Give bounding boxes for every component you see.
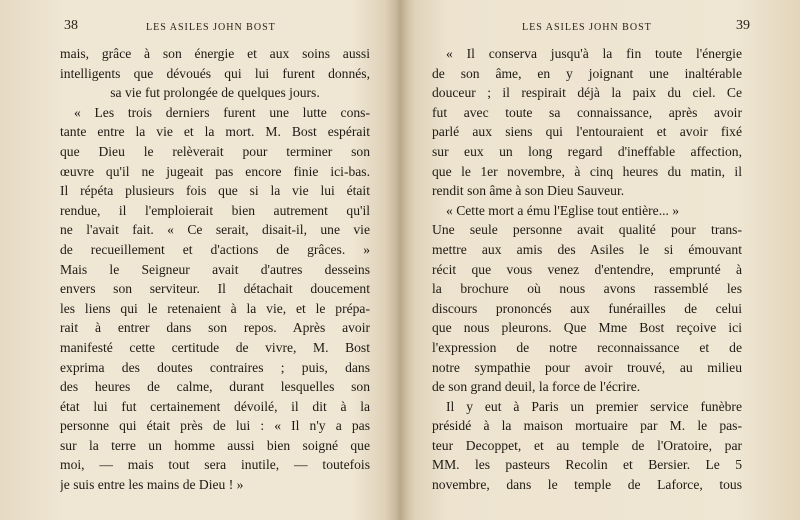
text-line: douceur ; il respirait déjà la paix du ciel. Ce xyxy=(432,85,742,101)
text-line: novembre, dans le temple de Laforce, tous xyxy=(432,477,742,493)
text-line: état lui fut certainement dévoilé, il dit à la xyxy=(60,398,370,414)
left-page-text xyxy=(60,44,370,495)
text-line: envers son serviteur. Il détachait doucement xyxy=(60,281,370,297)
text-line: exprima des doutes contraires ; puis, dans xyxy=(60,359,370,375)
text-line: sur eux un long regard d'ineffable affection, xyxy=(432,143,742,159)
text-line: Il répéta plusieurs fois que si la vie lui était xyxy=(60,183,370,199)
text-line: intelligents que dévoués qui lui furent donnés, xyxy=(60,65,370,81)
text-line: tante entre la vie et la mort. M. Bost espérait xyxy=(60,124,370,140)
text-line: moi, — mais tout sera inutile, — toutefois xyxy=(60,457,370,473)
text-line: manifesté cette certitude de vivre, M. Bost xyxy=(60,339,370,355)
text-line: les liens qui le retenaient à la vie, et le prépa- xyxy=(60,300,370,316)
text-line: Mais le Seigneur avait d'autres desseins xyxy=(60,261,370,277)
text-line: rait à entrer dans son repos. Après avoir xyxy=(60,320,370,336)
text-line: Une seule personne avait qualité pour trans- xyxy=(432,222,742,238)
text-line: de son âme, en y joignant une inaltérable xyxy=(432,65,742,81)
text-line: que nous pleurons. Que Mme Bost reçoive ici xyxy=(432,320,742,336)
text-line: sa vie fut prolongée de quelques jours. xyxy=(110,85,320,101)
text-line: œuvre qu'il ne jugeait pas encore finie ici-bas. xyxy=(60,163,370,179)
right-page-text xyxy=(432,44,742,495)
text-line: rendit son âme à son Dieu Sauveur. xyxy=(432,183,625,199)
text-line: teur Decoppet, et au temple de l'Oratoire, par xyxy=(432,437,742,453)
text-line: mais, grâce à son énergie et aux soins aussi xyxy=(60,46,370,61)
page-number: 39 xyxy=(736,18,750,33)
text-line: fut avec toute sa connaissance, après avoir xyxy=(432,104,742,120)
text-line: mettre aux amis des Asiles le si émouvant xyxy=(432,241,742,257)
text-line: que le 1er novembre, à cinq heures du matin, il xyxy=(432,163,742,179)
running-head-title: LES ASILES JOHN BOST xyxy=(146,22,276,33)
text-line: « Il conserva jusqu'à la fin toute l'énergie xyxy=(446,46,742,61)
text-line: MM. les pasteurs Recolin et Bersier. Le 5 xyxy=(432,457,742,473)
left-running-head xyxy=(60,18,370,38)
text-line: sur la terre un homme aussi bien soigné que xyxy=(60,437,370,453)
text-line: de son grand deuil, la force de l'écrire. xyxy=(432,379,641,395)
right-running-head xyxy=(432,18,750,38)
text-line: rendue, il l'emploierait bien autrement qu'il xyxy=(60,202,370,218)
text-line: récit que vous venez d'entendre, emprunté à xyxy=(432,261,742,277)
text-line: l'expression de notre reconnaissance et de xyxy=(432,339,742,355)
book-gutter xyxy=(385,0,415,520)
right-page xyxy=(432,0,750,520)
running-head-title: LES ASILES JOHN BOST xyxy=(522,22,652,33)
text-line: personne qui était près de lui : « Il n'y a pas xyxy=(60,418,370,434)
text-line: des heures de calme, durant lesquelles son xyxy=(60,379,370,395)
text-line: parlé aux siens qui l'entouraient et avoir fixé xyxy=(432,124,742,140)
text-line: Il y eut à Paris un premier service funèbre xyxy=(446,398,742,414)
left-page xyxy=(60,0,370,520)
text-line: notre sympathie pour avoir trouvé, au milieu xyxy=(432,359,742,375)
text-line: je suis entre les mains de Dieu ! » xyxy=(60,477,244,493)
text-line: présidé à la maison mortuaire par M. le pas- xyxy=(432,418,742,434)
text-line: ne l'avait fait. « Ce serait, disait-il, une vie xyxy=(60,222,370,238)
text-line: que Dieu le relèverait pour terminer son xyxy=(60,143,370,159)
page-number: 38 xyxy=(64,18,78,33)
text-line: « Cette mort a ému l'Eglise tout entière... » xyxy=(446,202,680,218)
text-line: discours prononcés aux funérailles de celui xyxy=(432,300,742,316)
text-line: de recueillement et d'actions de grâces. » xyxy=(60,241,370,257)
text-line: « Les trois derniers furent une lutte cons- xyxy=(74,104,370,120)
text-line: la brochure où nous avons rassemblé les xyxy=(432,281,742,297)
